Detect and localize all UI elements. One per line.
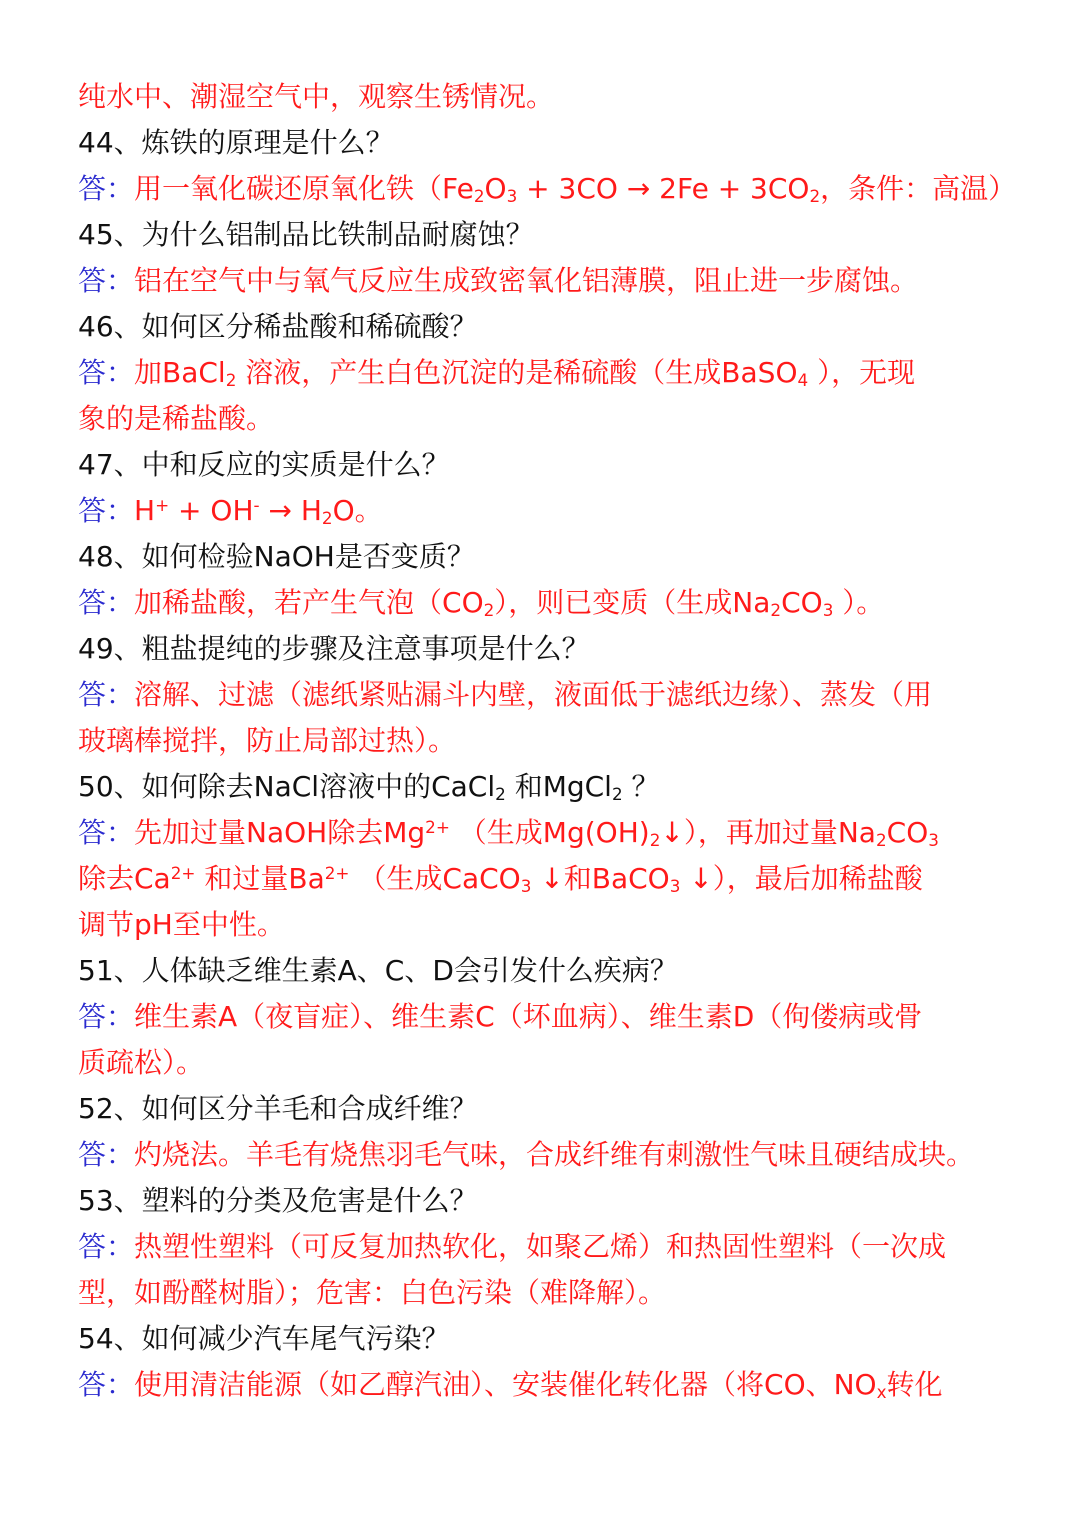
line-text: 51、人体缺乏维生素A、C、D会引发什么疾病？ [78,954,678,987]
answer-line [78,1132,1038,1178]
answer-label: 答： [78,356,135,389]
line-text: 53、塑料的分类及危害是什么？ [78,1184,478,1217]
line-text: 灼烧法。羊毛有烧焦羽毛气味，合成纤维有刺激性气味且硬结成块。 [134,1138,975,1171]
line-text: 45、为什么铝制品比铁制品耐腐蚀？ [78,218,534,251]
line-text-part: O。 [332,494,383,527]
answer-line [78,994,1038,1040]
question-line [78,212,1038,258]
line-text-part: CO [886,816,929,849]
line-text-part: ），则已变质（生成Na [494,586,771,619]
answer-label: 答： [78,264,135,297]
line-text-part: 先加过量NaOH除去Mg [134,816,426,849]
line-text-part: O [484,172,507,205]
line-text: 热塑性塑料（可反复加热软化，如聚乙烯）和热固性塑料（一次成 [134,1230,947,1263]
line-text: 44、炼铁的原理是什么？ [78,126,394,159]
line-text-part: + OH [169,494,254,527]
line-text: 象的是稀盐酸。 [78,402,275,435]
subscript-text: 2 [473,186,485,207]
answer-continuation-line [78,856,1038,902]
qa-list [0,74,1080,1408]
subscript-text: 2 [321,508,333,529]
subscript-text: 2 [225,370,237,391]
question-line [78,948,1038,994]
answer-line [78,258,1038,304]
subscript-text: 2 [770,600,782,621]
subscript-text: 2 [875,830,887,851]
line-text-part: ↓和BaCO [531,862,670,895]
answer-line [78,350,1038,396]
line-text: 型，如酚醛树脂）；危害：白色污染（难降解）。 [78,1276,667,1309]
line-text-part: 和过量Ba [195,862,325,895]
answer-label: 答： [78,678,135,711]
line-text-part: 用一氧化碳还原氧化铁（Fe [134,172,474,205]
superscript-text: 2+ [324,862,350,883]
line-text-part: 使用清洁能源（如乙醇汽油）、安装催化转化器（将CO、NO [134,1368,877,1401]
question-line [78,1086,1038,1132]
subscript-text: 2 [495,784,506,805]
subscript-text: 2 [611,784,623,805]
line-text: 维生素A（夜盲症）、维生素C（坏血病）、维生素D（佝偻病或骨 [134,1000,923,1033]
line-text-part: ）。 [833,586,885,619]
line-text: 46、如何区分稀盐酸和稀硫酸？ [78,310,478,343]
question-line [78,304,1038,350]
answer-label: 答： [78,172,135,205]
line-text: 54、如何减少汽车尾气污染？ [78,1322,450,1355]
line-text-part: 和MgCl [505,770,612,803]
answer-continuation-line [78,902,1038,948]
superscript-text: + [155,494,170,515]
line-text: 玻璃棒搅拌，防止局部过热）。 [78,724,457,757]
answer-continuation-line [78,1040,1038,1086]
answer-continuation-line [78,74,1038,120]
question-line [78,120,1038,166]
line-text-part: 50、如何除去NaCl溶液中的CaCl [78,770,496,803]
answer-line [78,1224,1038,1270]
line-text-part: ，条件：高温） [820,172,1017,205]
line-text-part: CO [781,586,823,619]
question-line [78,626,1038,672]
line-text: 溶解、过滤（滤纸紧贴漏斗内壁，液面低于滤纸边缘）、蒸发（用 [134,678,933,711]
subscript-text: 2 [809,186,821,207]
subscript-text: x [876,1382,887,1403]
line-text-part: ↓），最后加稀盐酸 [680,862,923,895]
line-text: 47、中和反应的实质是什么？ [78,448,450,481]
answer-line [78,1362,1038,1408]
answer-label: 答： [78,494,135,527]
answer-line [78,488,1038,534]
line-text-part: ），无现 [808,356,916,389]
subscript-text: 2 [483,600,495,621]
subscript-text: 3 [669,876,681,897]
answer-label: 答： [78,1230,135,1263]
answer-line [78,672,1038,718]
superscript-text: - [253,494,260,515]
subscript-text: 3 [506,186,518,207]
line-text: 52、如何区分羊毛和合成纤维？ [78,1092,478,1125]
subscript-text: 2 [649,830,661,851]
question-line [78,764,1038,810]
line-text: 纯水中、潮湿空气中，观察生锈情况。 [78,80,555,113]
line-text-part: ？ [622,770,660,803]
line-text-part: 加稀盐酸，若产生气泡（CO [134,586,484,619]
subscript-text: 4 [797,370,809,391]
answer-label: 答： [78,586,135,619]
answer-label: 答： [78,1138,135,1171]
line-text-part: 转化 [886,1368,943,1401]
line-text-part: 加BaCl [134,356,226,389]
line-text: 48、如何检验NaOH是否变质？ [78,540,475,573]
answer-line [78,580,1038,626]
line-text-part: （生成CaCO [349,862,521,895]
answer-label: 答： [78,1368,135,1401]
question-line [78,534,1038,580]
line-text-part: H [134,494,156,527]
line-text: 调节pH至中性。 [78,908,285,941]
line-text: 铝在空气中与氧气反应生成致密氧化铝薄膜，阻止进一步腐蚀。 [134,264,919,297]
line-text-part: 除去Ca [78,862,171,895]
line-text-part: → H [259,494,322,527]
question-line [78,1178,1038,1224]
question-line [78,442,1038,488]
question-line [78,1316,1038,1362]
subscript-text: 3 [520,876,532,897]
answer-continuation-line [78,1270,1038,1316]
line-text: 质疏松）。 [78,1046,205,1079]
answer-continuation-line [78,396,1038,442]
subscript-text: 3 [822,600,834,621]
line-text-part: ↓），再加过量Na [660,816,876,849]
line-text-part: （生成Mg(OH) [449,816,650,849]
subscript-text: 3 [928,830,939,851]
superscript-text: 2+ [425,816,450,837]
superscript-text: 2+ [170,862,196,883]
answer-label: 答： [78,1000,135,1033]
answer-line [78,166,1038,212]
line-text: 49、粗盐提纯的步骤及注意事项是什么？ [78,632,590,665]
answer-continuation-line [78,718,1038,764]
answer-line [78,810,1038,856]
line-text-part: 溶液，产生白色沉淀的是稀硫酸（生成BaSO [236,356,798,389]
answer-label: 答： [78,816,135,849]
line-text-part: + 3CO → 2Fe + 3CO [517,172,810,205]
